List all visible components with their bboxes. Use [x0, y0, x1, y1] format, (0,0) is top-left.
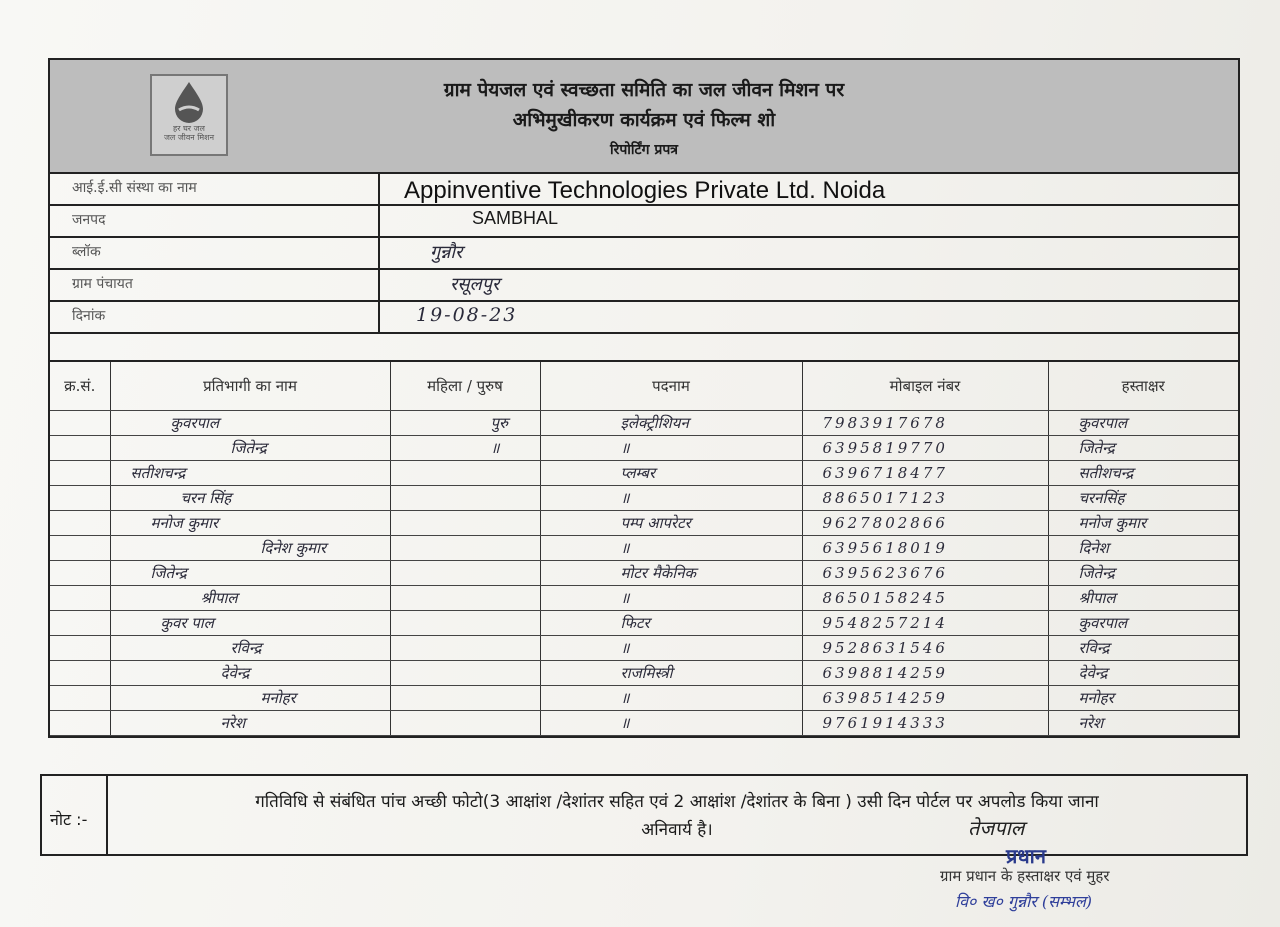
stamp-subtitle: वि० ख० गुन्नौर (सम्भल) [955, 892, 1093, 911]
signature-cell: श्रीपाल [1048, 586, 1238, 611]
org-value: Appinventive Technologies Private Ltd. Noida [404, 177, 886, 204]
mobile-cell: 6395819770 [802, 436, 1048, 461]
col-name: प्रतिभागी का नाम [110, 362, 390, 411]
participant-name: सतीशचन्द्र [110, 461, 390, 486]
designation-cell: ॥ [540, 586, 802, 611]
designation-cell: ॥ [540, 711, 802, 736]
mobile-cell: 8650158245 [802, 586, 1048, 611]
district-value: SAMBHAL [472, 208, 559, 228]
col-serial: क्र.सं. [50, 362, 110, 411]
col-signature: हस्ताक्षर [1048, 362, 1238, 411]
table-row [50, 461, 1238, 486]
gender-cell [390, 636, 540, 661]
block-row [50, 238, 1238, 270]
gender-cell: पुरु [390, 411, 540, 436]
table-row [50, 486, 1238, 511]
designation-cell: ॥ [540, 486, 802, 511]
table-row [50, 636, 1238, 661]
serial-cell [50, 636, 110, 661]
note-text-line-1: गतिविधि से संबंधित पांच अच्छी फोटो(3 आक्षांश /देशांतर सहित एवं 2 आक्षांश /देशांतर के बिना ) उसी दिन पोर्टल पर अपलोड किया जाना [255, 792, 1099, 812]
mobile-cell: 9548257214 [802, 611, 1048, 636]
signature-cell: दिनेश [1048, 536, 1238, 561]
title-line-3: रिपोर्टिंग प्रपत्र [609, 142, 678, 158]
gender-cell [390, 461, 540, 486]
panchayat-label: ग्राम पंचायत [50, 270, 380, 300]
note-text [108, 776, 1246, 854]
mobile-cell: 6396718477 [802, 461, 1048, 486]
title-line-2: अभिमुखीकरण कार्यक्रम एवं फिल्म शो [512, 109, 776, 131]
designation-cell: ॥ [540, 536, 802, 561]
mobile-cell: 7983917678 [802, 411, 1048, 436]
mobile-cell: 6398814259 [802, 661, 1048, 686]
serial-cell [50, 586, 110, 611]
gender-cell [390, 561, 540, 586]
signature-cell: मनोहर [1048, 686, 1238, 711]
mobile-cell: 6395623676 [802, 561, 1048, 586]
block-value: गुन्नौर [430, 242, 463, 263]
serial-cell [50, 686, 110, 711]
table-row [50, 711, 1238, 736]
participant-name: जितेन्द्र [110, 561, 390, 586]
panchayat-value: रसूलपुर [450, 274, 500, 295]
designation-cell: मोटर मैकेनिक [540, 561, 802, 586]
serial-cell [50, 661, 110, 686]
serial-cell [50, 486, 110, 511]
mobile-cell: 6395618019 [802, 536, 1048, 561]
table-row [50, 686, 1238, 711]
district-label: जनपद [50, 206, 380, 236]
participant-name: कुवरपाल [110, 411, 390, 436]
participant-name: दिनेश कुमार [110, 536, 390, 561]
gender-cell [390, 536, 540, 561]
gender-cell [390, 661, 540, 686]
org-label: आई.ई.सी संस्था का नाम [50, 174, 380, 204]
logo-caption: हर घर जल जल जीवन मिशन [163, 124, 215, 142]
signature-cell: कुवरपाल [1048, 411, 1238, 436]
serial-cell [50, 711, 110, 736]
form-header [50, 60, 1238, 174]
gender-cell: ॥ [390, 436, 540, 461]
col-mobile: मोबाइल नंबर [802, 362, 1048, 411]
gender-cell [390, 511, 540, 536]
participant-name: नरेश [110, 711, 390, 736]
note-text-line-2: अनिवार्य है। [641, 820, 713, 840]
participant-name: मनोहर [110, 686, 390, 711]
table-row [50, 611, 1238, 636]
note-box [40, 774, 1248, 856]
participant-name: रविन्द्र [110, 636, 390, 661]
signature-cell: रविन्द्र [1048, 636, 1238, 661]
table-row [50, 511, 1238, 536]
participant-name: कुवर पाल [110, 611, 390, 636]
signature-cell: जितेन्द्र [1048, 561, 1238, 586]
gender-cell [390, 486, 540, 511]
signature-cell: मनोज कुमार [1048, 511, 1238, 536]
designation-cell: फिटर [540, 611, 802, 636]
serial-cell [50, 511, 110, 536]
table-row [50, 561, 1238, 586]
participants-table [50, 362, 1238, 736]
signature-cell: जितेन्द्र [1048, 436, 1238, 461]
serial-cell [50, 436, 110, 461]
designation-cell: इलेक्ट्रीशियन [540, 411, 802, 436]
date-value: 19-08-23 [416, 304, 518, 326]
designation-cell: ॥ [540, 686, 802, 711]
gender-cell [390, 586, 540, 611]
serial-cell [50, 611, 110, 636]
signature-cell: देवेन्द्र [1048, 661, 1238, 686]
note-label: नोट :- [42, 776, 108, 854]
designation-cell: ॥ [540, 636, 802, 661]
participant-name: देवेन्द्र [110, 661, 390, 686]
pradhan-signature: तेजपाल [968, 816, 1025, 840]
mobile-cell: 9627802866 [802, 511, 1048, 536]
signature-cell: सतीशचन्द्र [1048, 461, 1238, 486]
designation-cell: पम्प आपरेटर [540, 511, 802, 536]
designation-cell: राजमिस्त्री [540, 661, 802, 686]
serial-cell [50, 536, 110, 561]
reporting-form [48, 58, 1240, 738]
col-gender: महिला / पुरुष [390, 362, 540, 411]
stamp-title: प्रधान [1006, 844, 1046, 868]
signature-cell: चरनसिंह [1048, 486, 1238, 511]
gender-cell [390, 686, 540, 711]
participant-name: जितेन्द्र [110, 436, 390, 461]
col-designation: पदनाम [540, 362, 802, 411]
table-row [50, 586, 1238, 611]
designation-cell: प्लम्बर [540, 461, 802, 486]
block-label: ब्लॉक [50, 238, 380, 268]
participant-name: मनोज कुमार [110, 511, 390, 536]
table-header-row [50, 362, 1238, 411]
date-row [50, 302, 1238, 334]
gender-cell [390, 711, 540, 736]
district-row [50, 206, 1238, 238]
mobile-cell: 9528631546 [802, 636, 1048, 661]
serial-cell [50, 461, 110, 486]
signature-cell: नरेश [1048, 711, 1238, 736]
mobile-cell: 6398514259 [802, 686, 1048, 711]
mobile-cell: 8865017123 [802, 486, 1048, 511]
serial-cell [50, 561, 110, 586]
gender-cell [390, 611, 540, 636]
serial-cell [50, 411, 110, 436]
date-label: दिनांक [50, 302, 380, 332]
signature-cell: कुवरपाल [1048, 611, 1238, 636]
title-line-1: ग्राम पेयजल एवं स्वच्छता समिति का जल जीवन मिशन पर [443, 79, 845, 101]
table-row [50, 661, 1238, 686]
designation-cell: ॥ [540, 436, 802, 461]
spacer-row [50, 334, 1238, 362]
table-row [50, 411, 1238, 436]
participant-name: चरन सिंह [110, 486, 390, 511]
org-row [50, 174, 1238, 206]
mobile-cell: 9761914333 [802, 711, 1048, 736]
signature-label: ग्राम प्रधान के हस्ताक्षर एवं मुहर [940, 867, 1110, 885]
panchayat-row [50, 270, 1238, 302]
participant-name: श्रीपाल [110, 586, 390, 611]
table-row [50, 436, 1238, 461]
table-row [50, 536, 1238, 561]
